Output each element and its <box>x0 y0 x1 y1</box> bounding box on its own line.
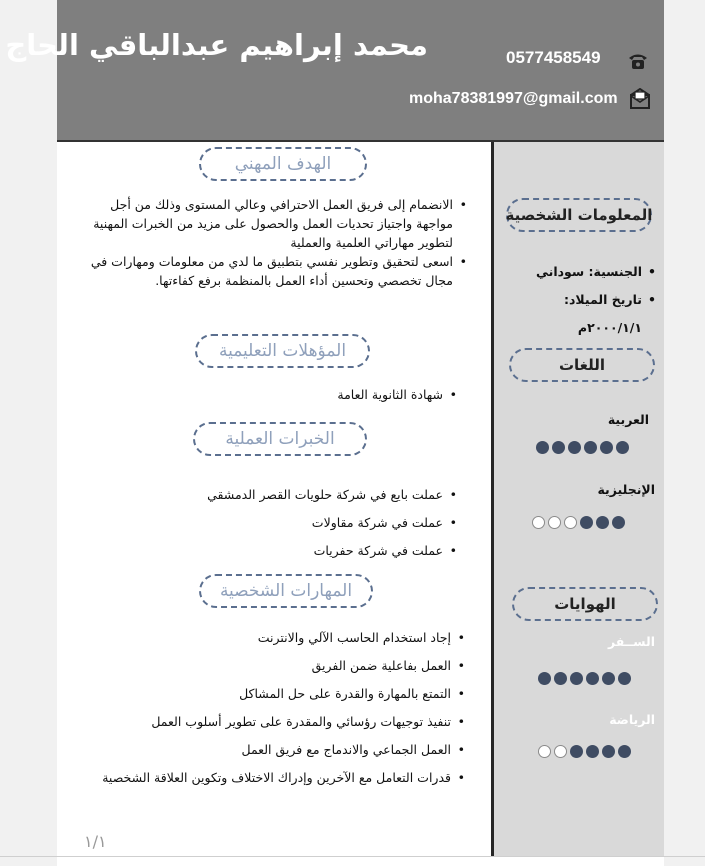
skills-list <box>82 624 465 792</box>
list-item: • العمل بفاعلية ضمن الفريق <box>82 652 465 680</box>
level-dot-filled <box>568 441 581 454</box>
objective-list <box>82 195 467 290</box>
hobby-level <box>538 672 631 685</box>
level-dot-filled <box>616 441 629 454</box>
phone-number: 0577458549 <box>506 48 601 67</box>
phone-icon <box>627 50 649 72</box>
list-item: • تنفيذ توجيهات رؤسائي والمقدرة على تطوير أسلوب العمل <box>82 708 465 736</box>
level-dot-empty <box>548 516 561 529</box>
full-name: محمد إبراهيم عبدالباقي الحاج <box>5 28 428 62</box>
level-dot-empty <box>554 745 567 758</box>
level-dot-filled <box>570 672 583 685</box>
level-dot-filled <box>538 672 551 685</box>
birthdate: • تاريخ الميلاد: ٢٠٠٠/١/١م <box>496 286 656 342</box>
list-item: • عملت في شركة مقاولات <box>82 509 457 537</box>
level-dot-empty <box>532 516 545 529</box>
level-dot-filled <box>536 441 549 454</box>
level-dot-filled <box>602 745 615 758</box>
page-bottom-edge <box>0 856 705 857</box>
hobbies-heading: الهوايات <box>512 587 658 621</box>
level-dot-filled <box>618 745 631 758</box>
level-dot-filled <box>554 672 567 685</box>
education-list <box>82 385 457 404</box>
skills-heading: المهارات الشخصية <box>199 574 373 608</box>
experience-list <box>82 481 457 565</box>
list-item: • العمل الجماعي والاندماج مع فريق العمل <box>82 736 465 764</box>
level-dot-filled <box>580 516 593 529</box>
personal-info-heading: المعلومات الشخصية <box>506 198 652 232</box>
education-heading: المؤهلات التعليمية <box>195 334 370 368</box>
level-dot-empty <box>564 516 577 529</box>
objective-heading: الهدف المهني <box>199 147 367 181</box>
hobby-level <box>538 745 631 758</box>
languages-heading: اللغات <box>509 348 655 382</box>
level-dot-filled <box>586 672 599 685</box>
language-level <box>536 441 629 454</box>
level-dot-filled <box>570 745 583 758</box>
hobby-name: الرياضة <box>609 712 655 727</box>
hobby-name: الســفر <box>607 634 655 649</box>
list-item: • شهادة الثانوية العامة <box>82 385 457 404</box>
level-dot-filled <box>596 516 609 529</box>
list-item: • الانضمام إلى فريق العمل الاحترافي وعالي المستوى وذلك من أجل مواجهة واجتياز تحديات العمل والحصول على مزيد من الخبرات المهنية لتطوير مهاراتي العلمية والعملية <box>82 195 467 252</box>
email-address: moha78381997@gmail.com <box>409 90 618 107</box>
language-name: العربية <box>607 412 649 427</box>
experience-heading: الخبرات العملية <box>193 422 367 456</box>
list-item: • إجاد استخدام الحاسب الآلي والانترنت <box>82 624 465 652</box>
list-item: • التمتع بالمهارة والقدرة على حل المشاكل <box>82 680 465 708</box>
personal-info-list <box>496 258 656 342</box>
language-name: الإنجليزية <box>597 482 655 497</box>
language-level <box>532 516 625 529</box>
page-number: ١/١ <box>84 832 107 851</box>
list-item: • قدرات التعامل مع الآخرين وإدراك الاختلاف وتكوين العلاقة الشخصية <box>82 764 465 792</box>
level-dot-filled <box>602 672 615 685</box>
list-item: • عملت بايع في شركة حلويات القصر الدمشقي <box>82 481 457 509</box>
list-item: • اسعى لتحقيق وتطوير نفسي بتطبيق ما لدي من معلومات ومهارات في مجال تخصصي وتحسين أداء العمل بالمنظمة برفع كفاءتها. <box>82 252 467 290</box>
level-dot-filled <box>552 441 565 454</box>
nationality: • الجنسية: سوداني <box>496 258 656 286</box>
level-dot-filled <box>584 441 597 454</box>
level-dot-filled <box>618 672 631 685</box>
level-dot-filled <box>600 441 613 454</box>
email-icon <box>629 88 651 110</box>
header-banner <box>57 0 664 140</box>
list-item: • عملت في شركة حفريات <box>82 537 457 565</box>
sidebar-divider <box>491 142 494 857</box>
level-dot-filled <box>586 745 599 758</box>
level-dot-filled <box>612 516 625 529</box>
level-dot-empty <box>538 745 551 758</box>
